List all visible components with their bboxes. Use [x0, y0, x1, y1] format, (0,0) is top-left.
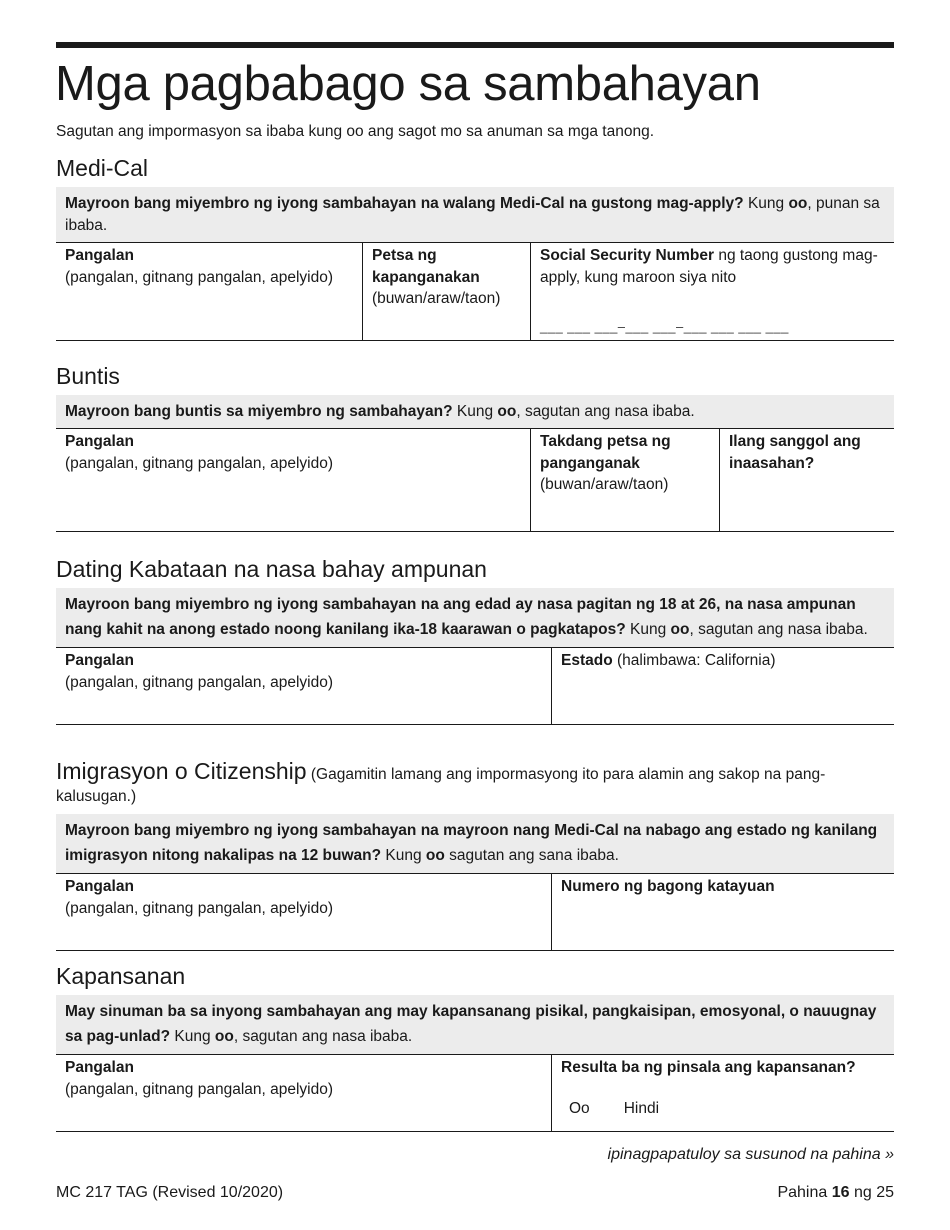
- section-title-medical: Medi-Cal: [56, 155, 149, 181]
- name-field[interactable]: Pangalan (pangalan, gitnang pangalan, apelyido): [56, 648, 552, 725]
- top-rule: [56, 42, 894, 48]
- choice-yes[interactable]: Oo: [569, 1099, 590, 1117]
- question-medical: Mayroon bang miyembro ng iyong sambahayan na walang Medi-Cal na gustong mag-apply? Kung oo, punan sa ibaba.: [56, 187, 894, 242]
- section-heading-immigration: [56, 760, 894, 808]
- question-foster: Mayroon bang miyembro ng iyong sambahayan na ang edad ay nasa pagitan ng 18 at 26, na nasa ampunan nang kahit na anong estado noong kanilang ika-18 kaarawan o pagkatapos? Kung oo, sagutan ang nasa ibaba.: [56, 588, 894, 647]
- state-field[interactable]: Estado (halimbawa: California): [552, 648, 895, 725]
- babies-expected-field[interactable]: Ilang sanggol ang inaasahan?: [720, 429, 895, 532]
- foster-table: [56, 647, 894, 725]
- section-title-immigration: Imigrasyon o Citizenship: [56, 758, 307, 784]
- name-field[interactable]: Pangalan (pangalan, gitnang pangalan, apelyido): [56, 243, 363, 341]
- question-immigration: Mayroon bang miyembro ng iyong sambahayan na mayroon nang Medi-Cal na nabago ang estado ng kanilang imigrasyon nitong nakalipas na 12 buwan? Kung oo sagutan ang sana ibaba.: [56, 814, 894, 873]
- section-pregnant: [56, 363, 894, 532]
- form-id: MC 217 TAG (Revised 10/2020): [56, 1184, 284, 1201]
- section-title-foster: Dating Kabataan na nasa bahay ampunan: [56, 556, 487, 582]
- ssn-field[interactable]: Social Security Number ng taong gustong mag-apply, kung maroon siya nito ___ ___ ___–___ ___–___ ___ ___ ___: [531, 243, 895, 341]
- page-number: Pahina 16 ng 25: [777, 1184, 894, 1201]
- question-pregnant: Mayroon bang buntis sa miyembro ng sambahayan? Kung oo, sagutan ang nasa ibaba.: [56, 395, 894, 428]
- section-medical: [56, 155, 894, 341]
- page-title: Mga pagbabago sa sambahayan: [55, 57, 761, 111]
- section-foster: [56, 556, 894, 725]
- section-title-pregnant: Buntis: [56, 363, 120, 389]
- due-date-field[interactable]: Takdang petsa ng panganganak (buwan/araw/taon): [531, 429, 720, 532]
- name-field[interactable]: Pangalan (pangalan, gitnang pangalan, apelyido): [56, 1055, 552, 1132]
- page-subtitle: Sagutan ang impormasyon sa ibaba kung oo ang sagot mo sa anuman sa mga tanong.: [56, 123, 655, 140]
- immigration-table: [56, 873, 894, 951]
- birthdate-field[interactable]: Petsa ng kapanganakan (buwan/araw/taon): [363, 243, 531, 341]
- section-title-disability: Kapansanan: [56, 963, 186, 989]
- ssn-blanks: ___ ___ ___–___ ___–___ ___ ___ ___: [540, 319, 789, 334]
- name-field[interactable]: Pangalan (pangalan, gitnang pangalan, apelyido): [56, 429, 531, 532]
- injury-result-field: Resulta ba ng pinsala ang kapansanan? Oo Hindi: [552, 1055, 895, 1132]
- disability-table: [56, 1054, 894, 1132]
- new-status-number-field[interactable]: Numero ng bagong katayuan: [552, 874, 895, 951]
- question-disability: May sinuman ba sa inyong sambahayan ang may kapansanang pisikal, pangkaisipan, emosyonal, o nauugnay sa pag-unlad? Kung oo, sagutan ang nasa ibaba.: [56, 995, 894, 1054]
- pregnant-table: [56, 428, 894, 532]
- section-immigration: [56, 760, 894, 951]
- name-field[interactable]: Pangalan (pangalan, gitnang pangalan, apelyido): [56, 874, 552, 951]
- section-note-immigration: (Gagamitin lamang ang impormasyong ito para alamin ang sakop na pang-kalusugan.): [56, 766, 826, 805]
- form-page: [55, 42, 894, 1201]
- continued-note: ipinagpapatuloy sa susunod na pahina »: [607, 1146, 894, 1163]
- section-disability: [56, 963, 894, 1132]
- choice-no[interactable]: Hindi: [623, 1099, 660, 1117]
- medical-table: [56, 242, 894, 341]
- injury-choices: [561, 1098, 886, 1120]
